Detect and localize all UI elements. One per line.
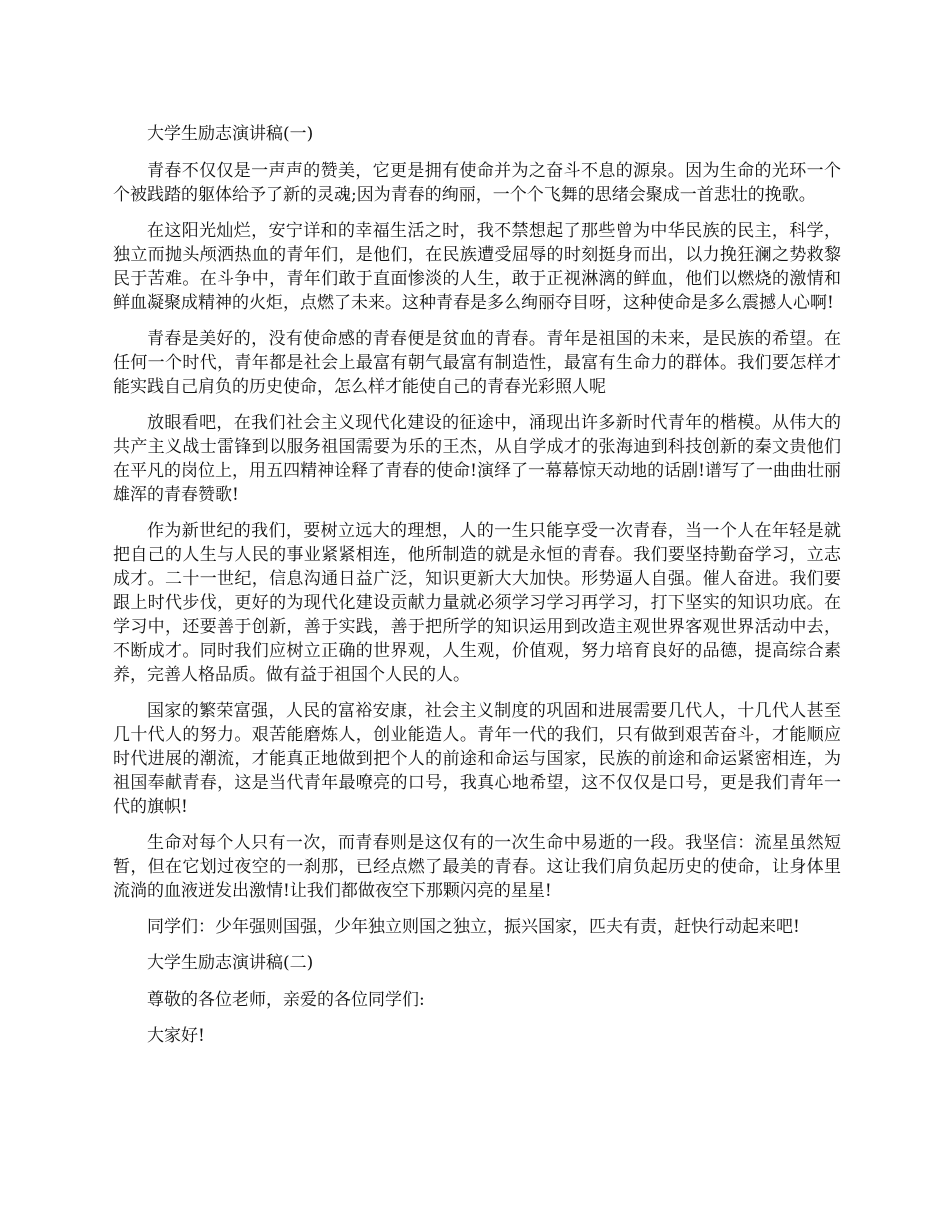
paragraph-1: 青春不仅仅是一声声的赞美，它更是拥有使命并为之奋斗不息的源泉。因为生命的光环一个个被践踏的躯体给予了新的灵魂;因为青春的绚丽，一个个飞舞的思绪会聚成一首悲壮的挽歌。 — [113, 161, 841, 205]
paragraph-6: 国家的繁荣富强，人民的富裕安康，社会主义制度的巩固和进展需要几代人，十几代人甚至几十代人的努力。艰苦能磨炼人，创业能造人。青年一代的我们，只有做到艰苦奋斗，才能顺应时代进展的潮流，才能真正地做到把个人的前途和命运与国家，民族的前途和命运紧密相连，为祖国奉献青春，这是当代青年最嘹亮的口号，我真心地希望，这不仅仅是口号，更是我们青年一代的旗帜! — [113, 701, 841, 817]
section-title-2: 大学生励志演讲稿(二) — [147, 953, 314, 973]
paragraph-3: 青春是美好的，没有使命感的青春便是贫血的青春。青年是祖国的未来，是民族的希望。在任何一个时代，青年都是社会上最富有朝气最富有制造性，最富有生命力的群体。我们要怎样才能实践自己肩负的历史使命，怎么样才能使自己的青春光彩照人呢 — [113, 329, 841, 397]
paragraph-7: 生命对每个人只有一次，而青春则是这仅有的一次生命中易逝的一段。我坚信：流星虽然短暂，但在它划过夜空的一刹那，已经点燃了最美的青春。这让我们肩负起历史的使命，让身体里流淌的血液迸发出激情!让我们都做夜空下那颗闪亮的星星! — [113, 833, 841, 901]
paragraph-5: 作为新世纪的我们，要树立远大的理想，人的一生只能享受一次青春，当一个人在年轻是就把自己的人生与人民的事业紧紧相连，他所制造的就是永恒的青春。我们要坚持勤奋学习，立志成才。二十一世纪，信息沟通日益广泛，知识更新大大加快。形势逼人自强。催人奋进。我们要跟上时代步伐，更好的为现代化建设贡献力量就必须学习学习再学习，打下坚实的知识功底。在学习中，还要善于创新，善于实践，善于把所学的知识运用到改造主观世界客观世界活动中去，不断成才。同时我们应树立正确的世界观，人生观，价值观，努力培育良好的品德，提高综合素养，完善人格品质。做有益于祖国个人民的人。 — [113, 521, 841, 685]
paragraph-4: 放眼看吧，在我们社会主义现代化建设的征途中，涌现出许多新时代青年的楷模。从伟大的共产主义战士雷锋到以服务祖国需要为乐的王杰，从自学成才的张海迪到科技创新的秦文贵他们在平凡的岗位上，用五四精神诠释了青春的使命!演绎了一幕幕惊天动地的话剧!谱写了一曲曲壮丽雄浑的青春赞歌! — [113, 413, 841, 505]
section-title-1: 大学生励志演讲稿(一) — [147, 124, 314, 144]
greeting-line: 尊敬的各位老师，亲爱的各位同学们: — [147, 990, 425, 1010]
document-page — [113, 122, 841, 1060]
opening-line: 大家好! — [147, 1026, 205, 1046]
paragraph-2: 在这阳光灿烂，安宁详和的幸福生活之时，我不禁想起了那些曾为中华民族的民主，科学，独立而抛头颅洒热血的青年们，是他们，在民族遭受屈辱的时刻挺身而出，以力挽狂澜之势救黎民于苦难。在斗争中，青年们敢于直面惨淡的人生，敢于正视淋漓的鲜血，他们以燃烧的激情和鲜血凝聚成精神的火炬，点燃了未来。这种青春是多么绚丽夺目呀，这种使命是多么震撼人心啊! — [113, 221, 841, 313]
paragraph-8: 同学们：少年强则国强，少年独立则国之独立，振兴国家，匹夫有责，赶快行动起来吧! — [147, 917, 800, 937]
